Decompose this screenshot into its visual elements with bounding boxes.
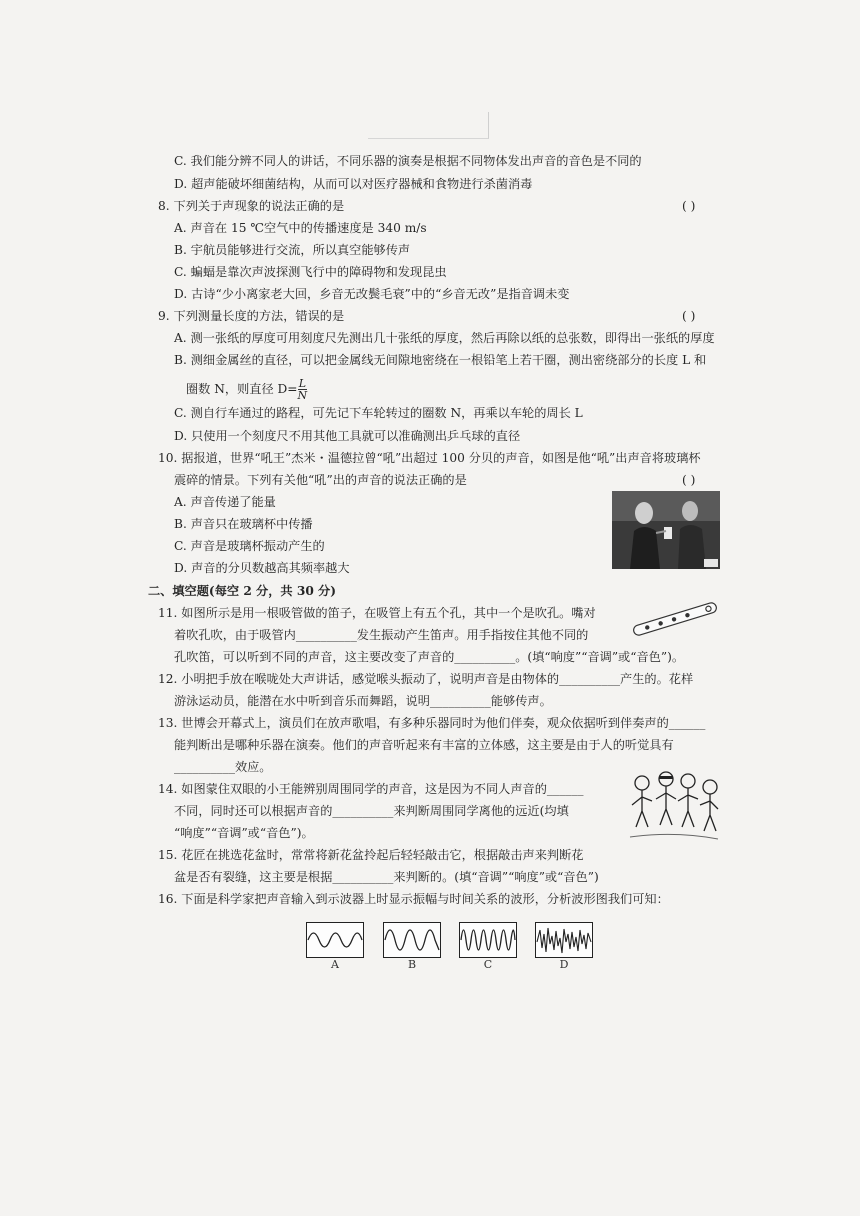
q10-stem-cont: 震碎的情景。下列有关他“吼”出的声音的说法正确的是	[174, 473, 467, 487]
stamp-box	[368, 112, 489, 139]
q13-line2: 能判断出是哪种乐器在演奏。他们的声音听起来有丰富的立体感，这主要是由于人的听觉具有	[174, 738, 674, 752]
q15-line2: 盆是否有裂缝，这主要是根据__________来判断的。(填“音调”“响度”或“音色”)	[174, 870, 599, 884]
q12-line2: 游泳运动员，能潜在水中听到音乐而舞蹈，说明__________能够传声。	[174, 694, 552, 708]
blindfolded-children-image	[626, 767, 722, 843]
q10-answer-paren: ( )	[682, 473, 696, 487]
q14-line2: 不同，同时还可以根据声音的__________来判断周围同学离他的远近(均填	[174, 804, 569, 818]
q9-option-b-text: 圈数 N，则直径 D=	[186, 382, 298, 396]
q11-line3: 孔吹笛，可以听到不同的声音，这主要改变了声音的__________。(填“响度”“音调”或“音色”)。	[174, 650, 685, 664]
q10-option-a: A. 声音传递了能量	[174, 495, 276, 509]
q8-option-b: B. 宇航员能够进行交流，所以真空能够传声	[174, 243, 411, 257]
q13-line3: __________效应。	[174, 760, 272, 774]
q8-option-c: C. 蝙蝠是靠次声波探测飞行中的障碍物和发现昆虫	[174, 265, 447, 279]
q13-line1: 13. 世博会开幕式上，演员们在放声歌唱，有多种乐器同时为他们伴奏，观众依据听到伴奏声的______	[158, 716, 706, 730]
waveform-d	[535, 922, 593, 958]
waveform-label-c: C	[483, 958, 493, 971]
q7-option-d: D. 超声能破坏细菌结构，从而可以对医疗器械和食物进行杀菌消毒	[174, 177, 533, 191]
waveform-b	[383, 922, 441, 958]
q14-line1: 14. 如图蒙住双眼的小王能辨别周围同学的声音，这是因为不同人声音的______	[158, 782, 584, 796]
q9-stem: 9. 下列测量长度的方法，错误的是	[158, 309, 345, 323]
fraction-denominator: N	[297, 389, 308, 402]
q9-option-b: B. 测细金属丝的直径，可以把金属线无间隙地密绕在一根铅笔上若干圈，测出密绕部分的长度 L 和	[174, 353, 707, 367]
q11-line1: 11. 如图所示是用一根吸管做的笛子，在吸管上有五个孔，其中一个是吹孔。嘴对	[158, 606, 596, 620]
diameter-fraction	[298, 378, 308, 401]
waveform-label-d: D	[559, 958, 569, 971]
q16-stem: 16. 下面是科学家把声音输入到示波器上时显示振幅与时间关系的波形，分析波形图我们可知：	[158, 892, 669, 906]
q9-option-d: D. 只使用一个刻度尺不用其他工具就可以准确测出乒乓球的直径	[174, 429, 521, 443]
q8-option-d: D. 古诗“少小离家老大回，乡音无改鬓毛衰”中的“乡音无改”是指音调未变	[174, 287, 570, 301]
q10-option-c: C. 声音是玻璃杯振动产生的	[174, 539, 325, 553]
waveform-label-a: A	[331, 958, 339, 971]
q8-stem: 8. 下列关于声现象的说法正确的是	[158, 199, 345, 213]
q8-option-a: A. 声音在 15 ℃空气中的传播速度是 340 m/s	[174, 221, 427, 235]
waveform-label-b: B	[407, 958, 417, 971]
q9-option-c: C. 测自行车通过的路程，可先记下车轮转过的圈数 N，再乘以车轮的周长 L	[174, 406, 583, 420]
straw-flute-image	[628, 600, 722, 638]
waveform-a	[306, 922, 364, 958]
waveform-c	[459, 922, 517, 958]
q11-line2: 着吹孔吹，由于吸管内__________发生振动产生笛声。用手指按住其他不同的	[174, 628, 589, 642]
section-2-heading: 二、填空题(每空 2 分，共 30 分)	[148, 584, 337, 598]
q8-answer-paren: ( )	[682, 199, 696, 213]
q10-option-d: D. 声音的分贝数越高其频率越大	[174, 561, 350, 575]
glass-shattering-photo	[612, 491, 720, 569]
q15-line1: 15. 花匠在挑选花盆时，常常将新花盆拎起后轻轻敲击它，根据敲击声来判断花	[158, 848, 584, 862]
q9-option-b-cont	[186, 378, 307, 401]
q9-answer-paren: ( )	[682, 309, 696, 323]
q7-option-c: C. 我们能分辨不同人的讲话，不同乐器的演奏是根据不同物体发出声音的音色是不同的	[174, 154, 642, 168]
q10-stem: 10. 据报道，世界“吼王”杰米・温德拉曾“吼”出超过 100 分贝的声音，如图是他“吼”出声音将玻璃杯	[158, 451, 701, 465]
q9-option-a: A. 测一张纸的厚度可用刻度尺先测出几十张纸的厚度，然后再除以纸的总张数，即得出一张纸的厚度	[174, 331, 715, 345]
q10-option-b: B. 声音只在玻璃杯中传播	[174, 517, 313, 531]
fraction-numerator: L	[298, 377, 306, 390]
q12-line1: 12. 小明把手放在喉咙处大声讲话，感觉喉头振动了，说明声音是由物体的__________产生的。花样	[158, 672, 694, 686]
q14-line3: “响度”“音调”或“音色”)。	[174, 826, 314, 840]
